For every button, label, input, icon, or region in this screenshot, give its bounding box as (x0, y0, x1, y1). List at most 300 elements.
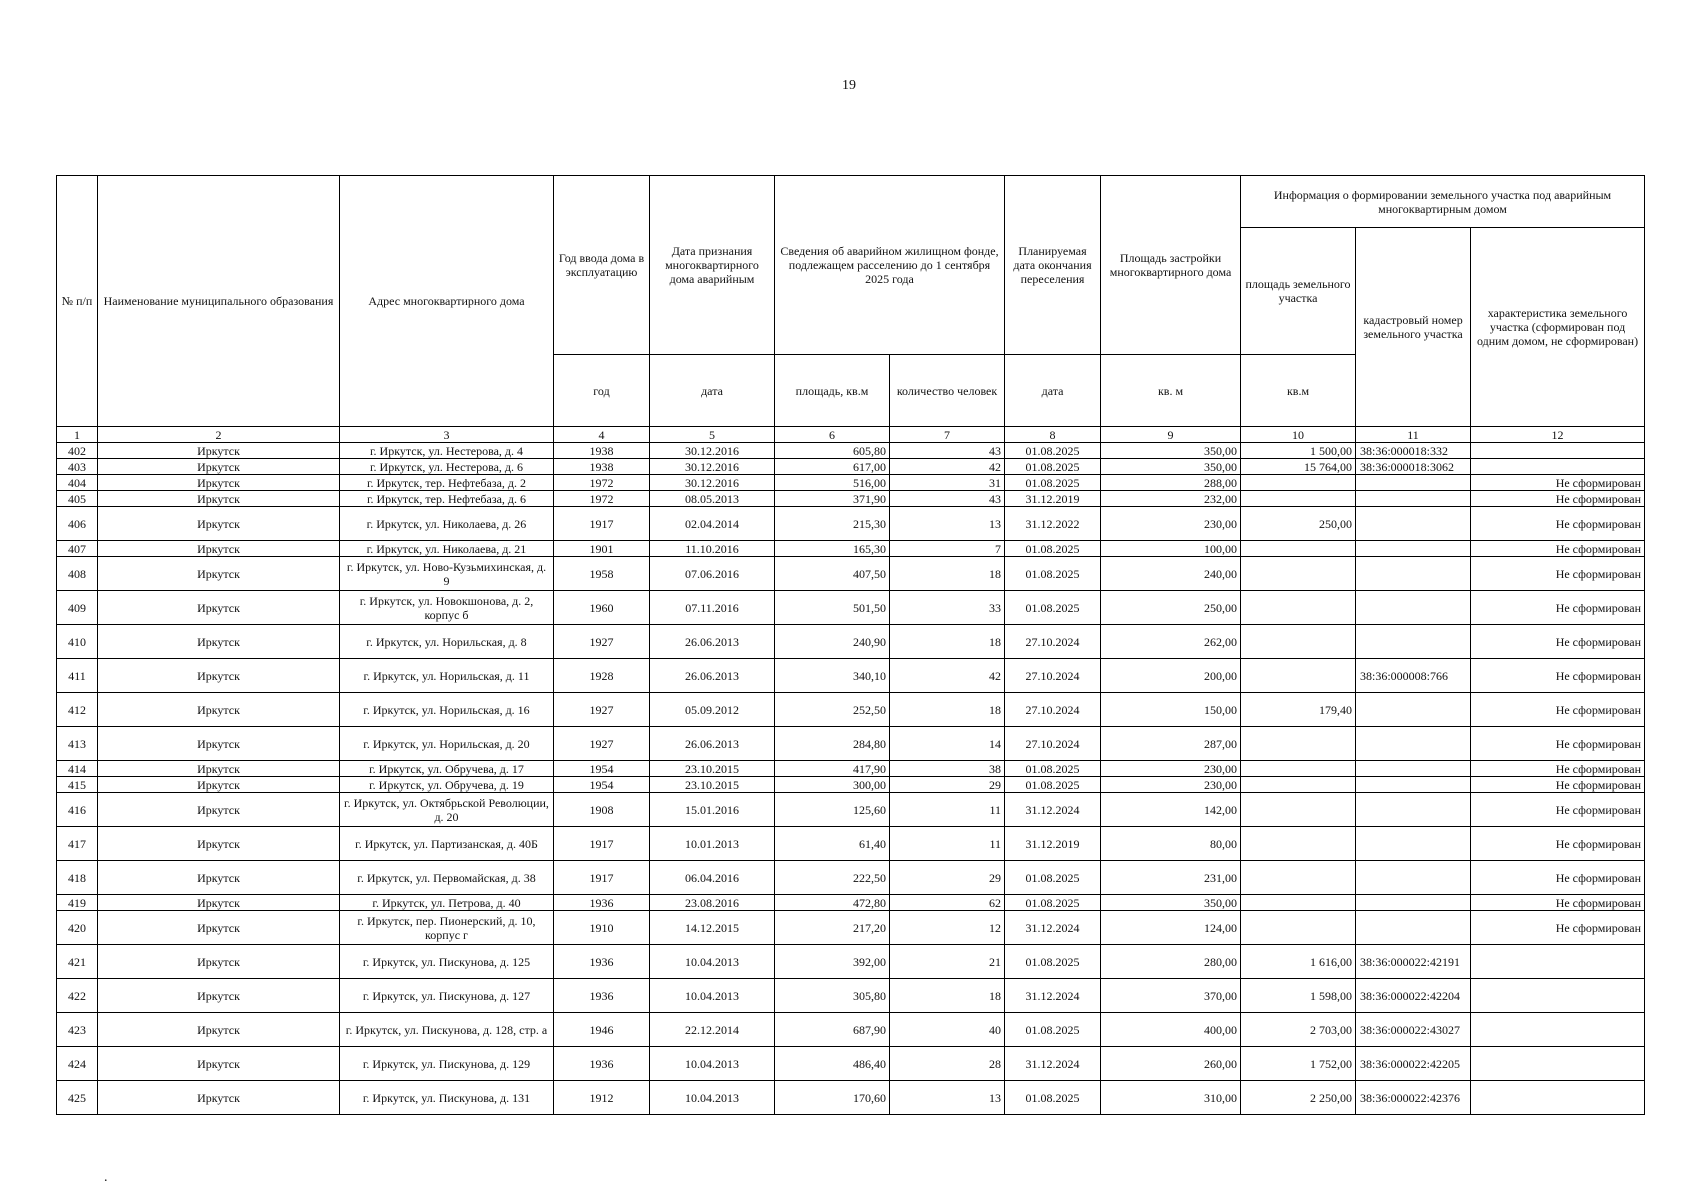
cadastral-cell: 38:36:000018:3062 (1356, 459, 1471, 475)
area-cell: 486,40 (775, 1047, 890, 1081)
table-row (57, 861, 1645, 895)
table-row (57, 793, 1645, 827)
page-number: 19 (842, 78, 856, 93)
area-cell: 617,00 (775, 459, 890, 475)
land-area-cell (1241, 895, 1356, 911)
area-cell: 284,80 (775, 727, 890, 761)
municipality-cell: Иркутск (98, 727, 340, 761)
planned-date-cell: 31.12.2024 (1005, 911, 1101, 945)
land-status-cell: Не сформирован (1471, 659, 1645, 693)
table-row (57, 591, 1645, 625)
planned-date-cell: 31.12.2024 (1005, 1047, 1101, 1081)
emergency-housing-table (56, 175, 1645, 1115)
address-cell: г. Иркутск, ул. Нестерова, д. 6 (340, 459, 554, 475)
address-cell: г. Иркутск, тер. Нефтебаза, д. 6 (340, 491, 554, 507)
built-area-cell: 230,00 (1101, 777, 1241, 793)
table-row (57, 459, 1645, 475)
year-cell: 1910 (554, 911, 650, 945)
year-cell: 1972 (554, 475, 650, 491)
planned-date-cell: 27.10.2024 (1005, 659, 1101, 693)
year-cell: 1938 (554, 443, 650, 459)
planned-date-cell: 31.12.2022 (1005, 507, 1101, 541)
year-cell: 1917 (554, 507, 650, 541)
recognized-date-cell: 10.04.2013 (650, 1081, 775, 1115)
land-status-cell: Не сформирован (1471, 827, 1645, 861)
address-cell: г. Иркутск, ул. Пискунова, д. 127 (340, 979, 554, 1013)
cadastral-cell (1356, 827, 1471, 861)
area-cell: 340,10 (775, 659, 890, 693)
people-cell: 18 (890, 625, 1005, 659)
row-number: 423 (57, 1013, 98, 1047)
land-status-cell (1471, 459, 1645, 475)
column-number: 6 (775, 427, 890, 443)
row-number: 410 (57, 625, 98, 659)
built-area-cell: 288,00 (1101, 475, 1241, 491)
table-row (57, 827, 1645, 861)
land-status-cell (1471, 1013, 1645, 1047)
area-cell: 125,60 (775, 793, 890, 827)
municipality-cell: Иркутск (98, 659, 340, 693)
land-area-cell (1241, 475, 1356, 491)
built-area-cell: 150,00 (1101, 693, 1241, 727)
land-area-cell (1241, 591, 1356, 625)
cadastral-cell: 38:36:000022:42191 (1356, 945, 1471, 979)
row-number: 404 (57, 475, 98, 491)
column-number: 2 (98, 427, 340, 443)
cadastral-cell (1356, 625, 1471, 659)
land-status-cell: Не сформирован (1471, 591, 1645, 625)
column-number: 5 (650, 427, 775, 443)
column-number: 11 (1356, 427, 1471, 443)
people-cell: 29 (890, 777, 1005, 793)
recognized-date-cell: 10.04.2013 (650, 1047, 775, 1081)
table-row (57, 727, 1645, 761)
built-area-cell: 231,00 (1101, 861, 1241, 895)
planned-date-cell: 01.08.2025 (1005, 459, 1101, 475)
recognized-date-cell: 07.06.2016 (650, 557, 775, 591)
land-status-cell: Не сформирован (1471, 475, 1645, 491)
header-land-char: характеристика земельного участка (сформирован под одним домом, не сформирован) (1471, 228, 1645, 427)
cadastral-cell (1356, 727, 1471, 761)
built-area-cell: 80,00 (1101, 827, 1241, 861)
table-row (57, 443, 1645, 459)
land-status-cell (1471, 979, 1645, 1013)
address-cell: г. Иркутск, ул. Ново-Кузьмихинская, д. 9 (340, 557, 554, 591)
land-status-cell (1471, 1047, 1645, 1081)
built-area-cell: 280,00 (1101, 945, 1241, 979)
land-status-cell: Не сформирован (1471, 541, 1645, 557)
cadastral-cell: 38:36:000008:766 (1356, 659, 1471, 693)
municipality-cell: Иркутск (98, 443, 340, 459)
planned-date-cell: 01.08.2025 (1005, 541, 1101, 557)
built-area-cell: 287,00 (1101, 727, 1241, 761)
land-status-cell: Не сформирован (1471, 911, 1645, 945)
area-cell: 215,30 (775, 507, 890, 541)
row-number: 406 (57, 507, 98, 541)
municipality-cell: Иркутск (98, 541, 340, 557)
address-cell: г. Иркутск, ул. Первомайская, д. 38 (340, 861, 554, 895)
land-status-cell: Не сформирован (1471, 625, 1645, 659)
address-cell: г. Иркутск, ул. Николаева, д. 26 (340, 507, 554, 541)
cadastral-cell (1356, 777, 1471, 793)
people-cell: 33 (890, 591, 1005, 625)
planned-date-cell: 31.12.2024 (1005, 793, 1101, 827)
year-cell: 1917 (554, 827, 650, 861)
address-cell: г. Иркутск, ул. Пискунова, д. 131 (340, 1081, 554, 1115)
municipality-cell: Иркутск (98, 491, 340, 507)
municipality-cell: Иркутск (98, 861, 340, 895)
people-cell: 21 (890, 945, 1005, 979)
land-area-cell (1241, 541, 1356, 557)
address-cell: г. Иркутск, ул. Октябрьской Революции, д. 20 (340, 793, 554, 827)
recognized-date-cell: 08.05.2013 (650, 491, 775, 507)
land-area-cell (1241, 727, 1356, 761)
land-status-cell: Не сформирован (1471, 693, 1645, 727)
area-cell: 217,20 (775, 911, 890, 945)
table-row (57, 659, 1645, 693)
people-cell: 18 (890, 979, 1005, 1013)
year-cell: 1927 (554, 727, 650, 761)
recognized-date-cell: 30.12.2016 (650, 475, 775, 491)
planned-date-cell: 01.08.2025 (1005, 591, 1101, 625)
year-cell: 1936 (554, 945, 650, 979)
address-cell: г. Иркутск, ул. Норильская, д. 20 (340, 727, 554, 761)
planned-date-cell: 01.08.2025 (1005, 945, 1101, 979)
address-cell: г. Иркутск, ул. Норильская, д. 8 (340, 625, 554, 659)
land-area-cell: 15 764,00 (1241, 459, 1356, 475)
area-cell: 61,40 (775, 827, 890, 861)
planned-date-cell: 01.08.2025 (1005, 861, 1101, 895)
land-status-cell (1471, 1081, 1645, 1115)
header-cadastral: кадастровый номер земельного участка (1356, 228, 1471, 427)
people-cell: 11 (890, 793, 1005, 827)
row-number: 415 (57, 777, 98, 793)
planned-date-cell: 01.08.2025 (1005, 557, 1101, 591)
area-cell: 222,50 (775, 861, 890, 895)
cadastral-cell (1356, 541, 1471, 557)
land-area-cell (1241, 557, 1356, 591)
recognized-date-cell: 22.12.2014 (650, 1013, 775, 1047)
land-area-cell (1241, 777, 1356, 793)
row-number: 417 (57, 827, 98, 861)
municipality-cell: Иркутск (98, 911, 340, 945)
people-cell: 28 (890, 1047, 1005, 1081)
area-cell: 371,90 (775, 491, 890, 507)
area-cell: 392,00 (775, 945, 890, 979)
subheader-people: количество человек (890, 355, 1005, 427)
land-area-cell: 250,00 (1241, 507, 1356, 541)
address-cell: г. Иркутск, ул. Партизанская, д. 40Б (340, 827, 554, 861)
land-status-cell: Не сформирован (1471, 491, 1645, 507)
address-cell: г. Иркутск, ул. Обручева, д. 17 (340, 761, 554, 777)
cadastral-cell: 38:36:000022:42204 (1356, 979, 1471, 1013)
people-cell: 43 (890, 443, 1005, 459)
cadastral-cell (1356, 895, 1471, 911)
row-number: 424 (57, 1047, 98, 1081)
planned-date-cell: 27.10.2024 (1005, 625, 1101, 659)
municipality-cell: Иркутск (98, 1047, 340, 1081)
recognized-date-cell: 10.04.2013 (650, 979, 775, 1013)
year-cell: 1954 (554, 777, 650, 793)
row-number: 425 (57, 1081, 98, 1115)
row-number: 408 (57, 557, 98, 591)
people-cell: 62 (890, 895, 1005, 911)
people-cell: 7 (890, 541, 1005, 557)
subheader-kvm2: кв.м (1241, 355, 1356, 427)
built-area-cell: 250,00 (1101, 591, 1241, 625)
column-number: 4 (554, 427, 650, 443)
municipality-cell: Иркутск (98, 591, 340, 625)
year-cell: 1908 (554, 793, 650, 827)
recognized-date-cell: 15.01.2016 (650, 793, 775, 827)
people-cell: 29 (890, 861, 1005, 895)
land-area-cell: 179,40 (1241, 693, 1356, 727)
municipality-cell: Иркутск (98, 895, 340, 911)
column-number: 9 (1101, 427, 1241, 443)
row-number: 418 (57, 861, 98, 895)
recognized-date-cell: 23.08.2016 (650, 895, 775, 911)
built-area-cell: 230,00 (1101, 761, 1241, 777)
address-cell: г. Иркутск, ул. Нестерова, д. 4 (340, 443, 554, 459)
year-cell: 1958 (554, 557, 650, 591)
built-area-cell: 262,00 (1101, 625, 1241, 659)
subheader-kvm: кв. м (1101, 355, 1241, 427)
year-cell: 1912 (554, 1081, 650, 1115)
planned-date-cell: 01.08.2025 (1005, 1013, 1101, 1047)
year-cell: 1936 (554, 1047, 650, 1081)
area-cell: 165,30 (775, 541, 890, 557)
people-cell: 14 (890, 727, 1005, 761)
land-area-cell: 1 598,00 (1241, 979, 1356, 1013)
area-cell: 252,50 (775, 693, 890, 727)
row-number: 412 (57, 693, 98, 727)
planned-date-cell: 27.10.2024 (1005, 727, 1101, 761)
table-row (57, 1081, 1645, 1115)
recognized-date-cell: 26.06.2013 (650, 727, 775, 761)
table-header (57, 176, 1645, 443)
cadastral-cell (1356, 507, 1471, 541)
cadastral-cell (1356, 557, 1471, 591)
table-body (57, 443, 1645, 1115)
recognized-date-cell: 14.12.2015 (650, 911, 775, 945)
year-cell: 1954 (554, 761, 650, 777)
land-area-cell: 2 703,00 (1241, 1013, 1356, 1047)
municipality-cell: Иркутск (98, 979, 340, 1013)
built-area-cell: 200,00 (1101, 659, 1241, 693)
area-cell: 417,90 (775, 761, 890, 777)
column-number: 12 (1471, 427, 1645, 443)
row-number: 403 (57, 459, 98, 475)
row-number: 422 (57, 979, 98, 1013)
cadastral-cell (1356, 911, 1471, 945)
built-area-cell: 370,00 (1101, 979, 1241, 1013)
recognized-date-cell: 26.06.2013 (650, 625, 775, 659)
built-area-cell: 350,00 (1101, 895, 1241, 911)
land-area-cell: 2 250,00 (1241, 1081, 1356, 1115)
address-cell: г. Иркутск, ул. Пискунова, д. 128, стр. а (340, 1013, 554, 1047)
land-area-cell (1241, 491, 1356, 507)
land-area-cell (1241, 827, 1356, 861)
planned-date-cell: 01.08.2025 (1005, 895, 1101, 911)
row-number: 413 (57, 727, 98, 761)
people-cell: 42 (890, 459, 1005, 475)
planned-date-cell: 01.08.2025 (1005, 1081, 1101, 1115)
area-cell: 170,60 (775, 1081, 890, 1115)
people-cell: 38 (890, 761, 1005, 777)
column-number: 1 (57, 427, 98, 443)
people-cell: 13 (890, 507, 1005, 541)
built-area-cell: 350,00 (1101, 443, 1241, 459)
planned-date-cell: 01.08.2025 (1005, 761, 1101, 777)
recognized-date-cell: 07.11.2016 (650, 591, 775, 625)
people-cell: 43 (890, 491, 1005, 507)
land-area-cell (1241, 761, 1356, 777)
municipality-cell: Иркутск (98, 557, 340, 591)
area-cell: 407,50 (775, 557, 890, 591)
table-row (57, 1047, 1645, 1081)
table-row (57, 945, 1645, 979)
land-area-cell: 1 752,00 (1241, 1047, 1356, 1081)
cadastral-cell (1356, 491, 1471, 507)
municipality-cell: Иркутск (98, 777, 340, 793)
built-area-cell: 350,00 (1101, 459, 1241, 475)
subheader-date: дата (650, 355, 775, 427)
column-number: 10 (1241, 427, 1356, 443)
land-area-cell (1241, 861, 1356, 895)
row-number: 419 (57, 895, 98, 911)
row-number: 421 (57, 945, 98, 979)
address-cell: г. Иркутск, ул. Пискунова, д. 129 (340, 1047, 554, 1081)
cadastral-cell (1356, 861, 1471, 895)
municipality-cell: Иркутск (98, 507, 340, 541)
year-cell: 1960 (554, 591, 650, 625)
built-area-cell: 230,00 (1101, 507, 1241, 541)
land-status-cell (1471, 945, 1645, 979)
address-cell: г. Иркутск, тер. Нефтебаза, д. 2 (340, 475, 554, 491)
built-area-cell: 400,00 (1101, 1013, 1241, 1047)
people-cell: 13 (890, 1081, 1005, 1115)
column-number-row (57, 427, 1645, 443)
land-area-cell: 1 616,00 (1241, 945, 1356, 979)
area-cell: 516,00 (775, 475, 890, 491)
area-cell: 501,50 (775, 591, 890, 625)
year-cell: 1936 (554, 895, 650, 911)
row-number: 402 (57, 443, 98, 459)
subheader-year: год (554, 355, 650, 427)
address-cell: г. Иркутск, пер. Пионерский, д. 10, корпус г (340, 911, 554, 945)
recognized-date-cell: 06.04.2016 (650, 861, 775, 895)
land-status-cell: Не сформирован (1471, 761, 1645, 777)
recognized-date-cell: 11.10.2016 (650, 541, 775, 557)
table-row (57, 507, 1645, 541)
built-area-cell: 142,00 (1101, 793, 1241, 827)
table-row (57, 895, 1645, 911)
year-cell: 1972 (554, 491, 650, 507)
people-cell: 12 (890, 911, 1005, 945)
land-status-cell: Не сформирован (1471, 727, 1645, 761)
cadastral-cell (1356, 591, 1471, 625)
header-built-area: Площадь застройки многоквартирного дома (1101, 176, 1241, 355)
planned-date-cell: 31.12.2019 (1005, 827, 1101, 861)
cadastral-cell: 38:36:000022:43027 (1356, 1013, 1471, 1047)
planned-date-cell: 01.08.2025 (1005, 475, 1101, 491)
municipality-cell: Иркутск (98, 693, 340, 727)
municipality-cell: Иркутск (98, 1081, 340, 1115)
address-cell: г. Иркутск, ул. Пискунова, д. 125 (340, 945, 554, 979)
planned-date-cell: 01.08.2025 (1005, 443, 1101, 459)
area-cell: 687,90 (775, 1013, 890, 1047)
built-area-cell: 232,00 (1101, 491, 1241, 507)
table-row (57, 761, 1645, 777)
land-status-cell: Не сформирован (1471, 777, 1645, 793)
row-number: 416 (57, 793, 98, 827)
planned-date-cell: 27.10.2024 (1005, 693, 1101, 727)
people-cell: 31 (890, 475, 1005, 491)
year-cell: 1927 (554, 625, 650, 659)
address-cell: г. Иркутск, ул. Норильская, д. 16 (340, 693, 554, 727)
land-status-cell (1471, 443, 1645, 459)
subheader-date2: дата (1005, 355, 1101, 427)
subheader-area: площадь, кв.м (775, 355, 890, 427)
land-status-cell: Не сформирован (1471, 895, 1645, 911)
recognized-date-cell: 02.04.2014 (650, 507, 775, 541)
address-cell: г. Иркутск, ул. Петрова, д. 40 (340, 895, 554, 911)
table-row (57, 491, 1645, 507)
header-municipality: Наименование муниципального образования (98, 176, 340, 427)
area-cell: 240,90 (775, 625, 890, 659)
recognized-date-cell: 30.12.2016 (650, 443, 775, 459)
land-status-cell: Не сформирован (1471, 557, 1645, 591)
municipality-cell: Иркутск (98, 459, 340, 475)
header-land-info: Информация о формировании земельного участка под аварийным многоквартирным домом (1241, 176, 1645, 228)
address-cell: г. Иркутск, ул. Николаева, д. 21 (340, 541, 554, 557)
year-cell: 1928 (554, 659, 650, 693)
year-cell: 1946 (554, 1013, 650, 1047)
header-year: Год ввода дома в эксплуатацию (554, 176, 650, 355)
recognized-date-cell: 26.06.2013 (650, 659, 775, 693)
cadastral-cell: 38:36:000018:332 (1356, 443, 1471, 459)
people-cell: 40 (890, 1013, 1005, 1047)
land-area-cell: 1 500,00 (1241, 443, 1356, 459)
column-number: 8 (1005, 427, 1101, 443)
land-area-cell (1241, 793, 1356, 827)
land-area-cell (1241, 911, 1356, 945)
land-status-cell: Не сформирован (1471, 793, 1645, 827)
cadastral-cell (1356, 693, 1471, 727)
table-row (57, 625, 1645, 659)
year-cell: 1936 (554, 979, 650, 1013)
year-cell: 1938 (554, 459, 650, 475)
recognized-date-cell: 10.01.2013 (650, 827, 775, 861)
header-address: Адрес многоквартирного дома (340, 176, 554, 427)
row-number: 405 (57, 491, 98, 507)
land-status-cell: Не сформирован (1471, 861, 1645, 895)
area-cell: 472,80 (775, 895, 890, 911)
built-area-cell: 124,00 (1101, 911, 1241, 945)
area-cell: 305,80 (775, 979, 890, 1013)
planned-date-cell: 31.12.2024 (1005, 979, 1101, 1013)
table-row (57, 557, 1645, 591)
recognized-date-cell: 05.09.2012 (650, 693, 775, 727)
land-status-cell: Не сформирован (1471, 507, 1645, 541)
land-area-cell (1241, 659, 1356, 693)
municipality-cell: Иркутск (98, 761, 340, 777)
municipality-cell: Иркутск (98, 475, 340, 491)
column-number: 7 (890, 427, 1005, 443)
table-row (57, 777, 1645, 793)
people-cell: 11 (890, 827, 1005, 861)
table-row (57, 475, 1645, 491)
